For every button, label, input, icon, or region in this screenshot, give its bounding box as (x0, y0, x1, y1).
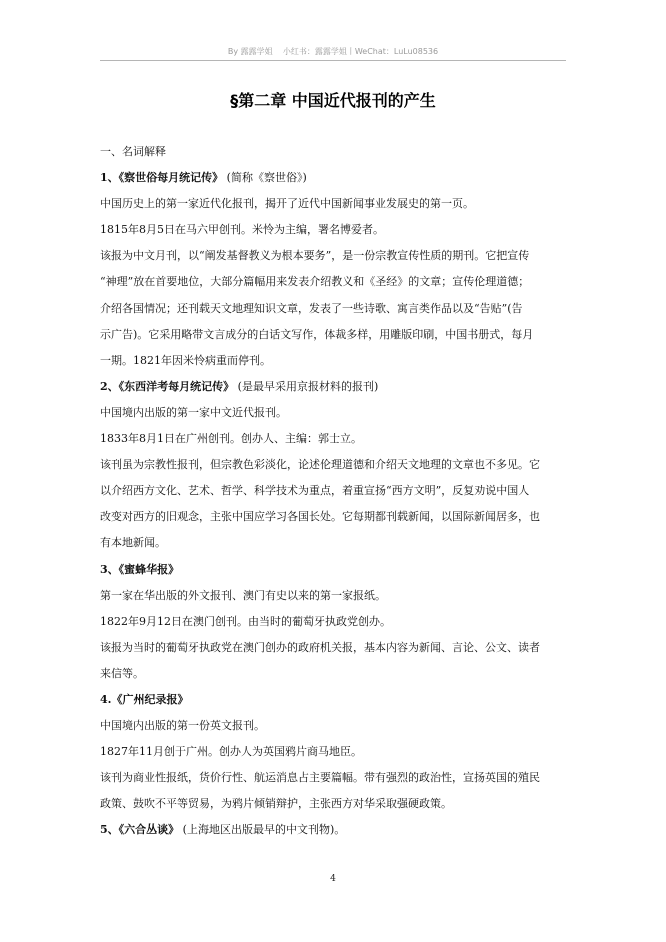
entry-heading: 5、《六合丛谈》 (上海地区出版最早的中文刊物)。 (100, 823, 346, 837)
entry-line: 1827年11月创于广州。创办人为英国鸦片商马地臣。 (100, 745, 362, 759)
entry-line: 示广告)。它采用略带文言成分的白话文写作，体裁多样，用雕版印刷，中国书册式，每月 (100, 327, 534, 341)
entry-heading: 1、《察世俗每月统记传》 (简称《察世俗》) (100, 171, 307, 185)
entry-line: 介绍各国情况；还刊载天文地理知识文章，发表了一些诗歌、寓言类作品以及“告贴”(告 (100, 301, 523, 315)
entry-heading: 2、《东西洋考每月统记传》 (是最早采用京报材料的报刊) (100, 379, 379, 393)
header-rule (100, 60, 566, 61)
entry-line: 有本地新闻。 (100, 536, 166, 550)
entry-line: 中国历史上的第一家近代化报刊，揭开了近代中国新闻事业发展史的第一页。 (100, 197, 474, 211)
entry-heading: 3、《蜜蜂华报》 (100, 562, 180, 576)
entry-line: 改变对西方的旧观念，主张中国应学习各国长处。它每期都刊载新闻，以国际新闻居多，也 (100, 510, 540, 524)
entry-line: 该刊为商业性报纸，货价行性、航运消息占主要篇幅。带有强烈的政治性，宣扬英国的殖民 (100, 771, 540, 785)
entry-heading: 4.《广州纪录报》 (100, 692, 189, 706)
entry-note: (上海地区出版最早的中文刊物)。 (179, 823, 346, 837)
entry-line: 以介绍西方文化、艺术、哲学、科学技术为重点，着重宣扬“西方文明”，反复劝说中国人 (100, 484, 530, 498)
entry-line: “神理”放在首要地位，大部分篇幅用来发表介绍教义和《圣经》的文章；宣传伦理道德； (100, 275, 530, 289)
page-number: 4 (330, 874, 336, 884)
page-header: By 露露学姐 小红书：露露学姐丨WeChat：LuLu08536 (227, 47, 439, 56)
entry-line: 中国境内出版的第一份英文报刊。 (100, 719, 265, 733)
entry-line: 一期。1821年因米怜病重而停刊。 (100, 353, 271, 367)
entry-line: 第一家在华出版的外文报刊、澳门有史以来的第一家报纸。 (100, 588, 386, 602)
entry-note: (简称《察世俗》) (223, 171, 307, 185)
entry-line: 该刊虽为宗教性报刊，但宗教色彩淡化，论述伦理道德和介绍天文地理的文章也不多见。它 (100, 458, 540, 472)
document-body (100, 139, 568, 844)
chapter-title: §第二章 中国近代报刊的产生 (230, 91, 436, 110)
section-heading: 一、名词解释 (100, 145, 166, 158)
entry-line: 1833年8月1日在广州创刊。创办人、主编：郭士立。 (100, 432, 362, 446)
entry-line: 中国境内出版的第一家中文近代报刊。 (100, 405, 287, 419)
entry-line: 该报为当时的葡萄牙执政党在澳门创办的政府机关报，基本内容为新闻、言论、公文、读者 (100, 640, 540, 654)
entry-line: 1815年8月5日在马六甲创刊。米怜为主编，署名博爱者。 (100, 223, 384, 237)
entry-line: 该报为中文月刊，以“阐发基督教义为根本要务”，是一份宗教宣传性质的期刊。它把宣传 (100, 249, 530, 263)
entry-line: 1822年9月12日在澳门创刊。由当时的葡萄牙执政党创办。 (100, 614, 391, 628)
entry-line: 来信等。 (100, 666, 144, 680)
entry-note: (是最早采用京报材料的报刊) (234, 379, 379, 393)
entry-line: 政策、鼓吹不平等贸易，为鸦片倾销辩护，主张西方对华采取强硬政策。 (100, 797, 452, 811)
